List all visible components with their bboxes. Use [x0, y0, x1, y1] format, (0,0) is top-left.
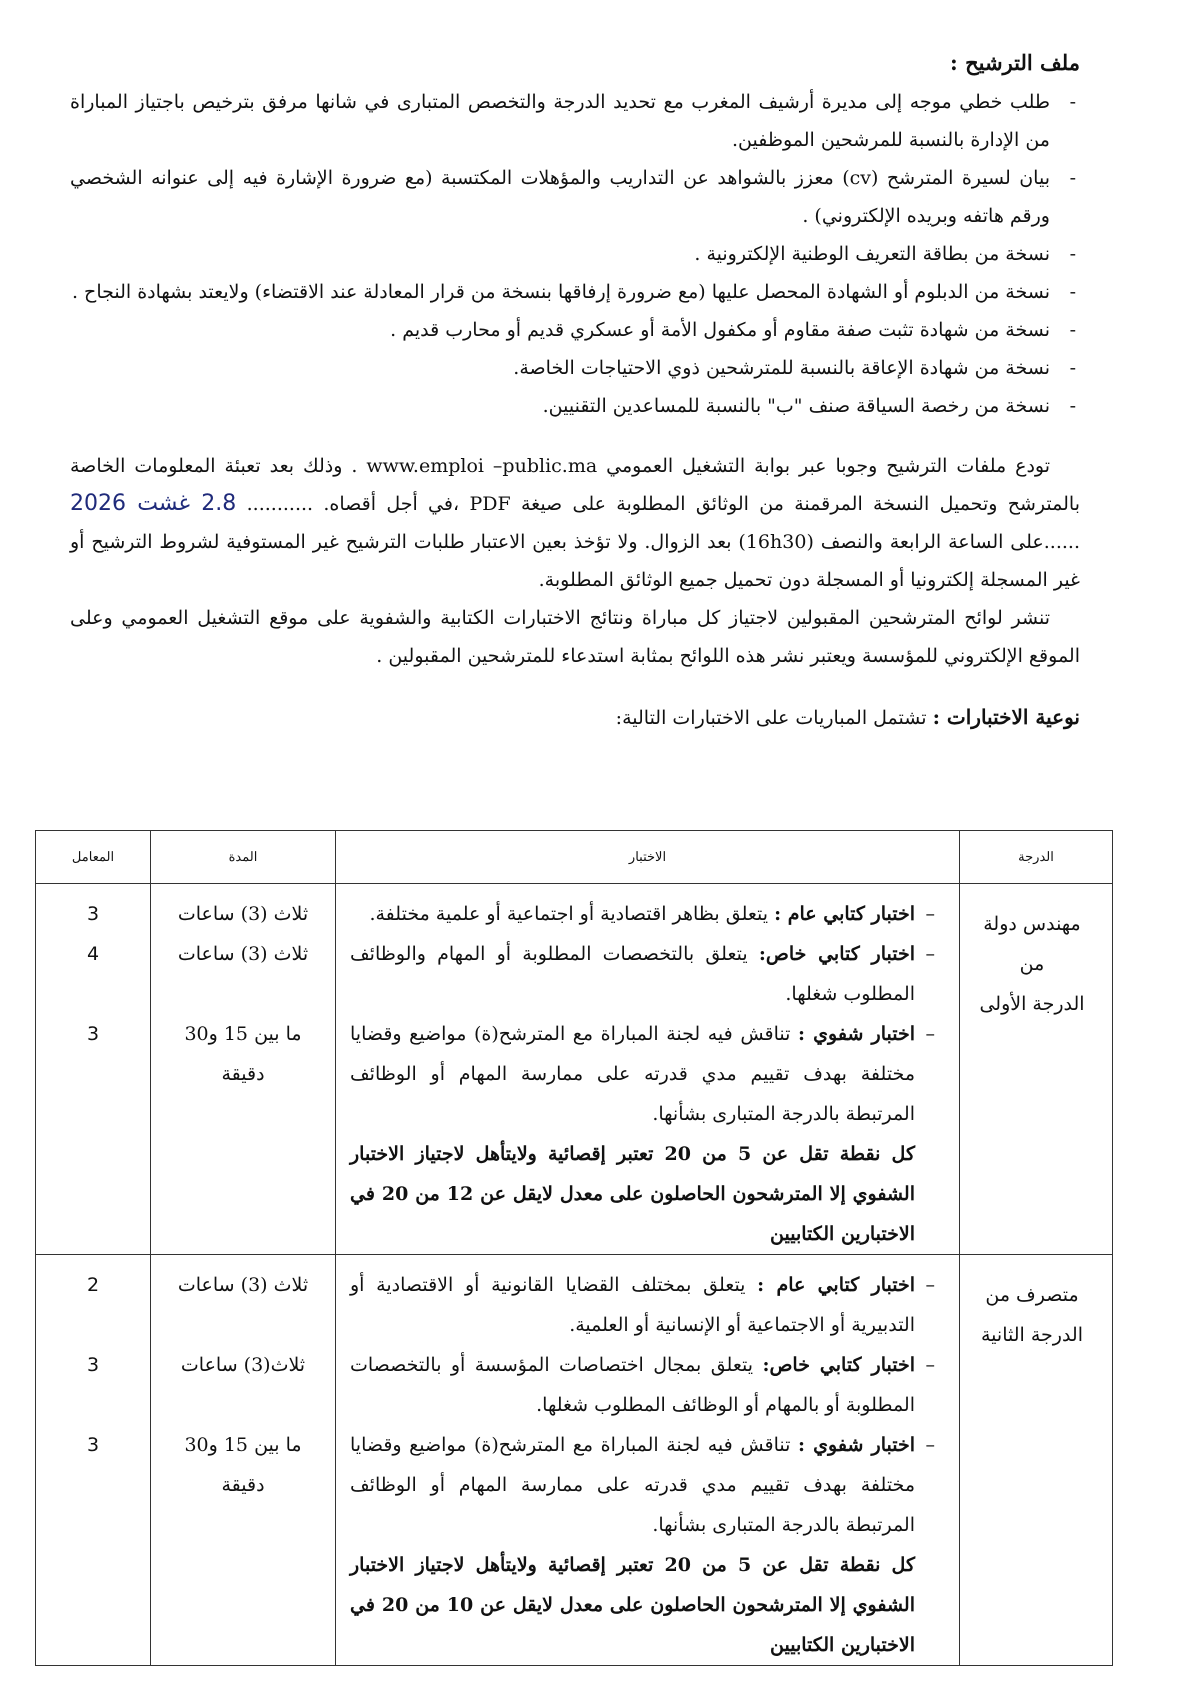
list-item: - بيان لسيرة المترشح (cv) معزز بالشواهد عن التداريب والمؤهلات المكتسبة (مع ضرورة الإشارة فيه إلى عنوانه الشخصي ورقم هاتفه وبريده الإلكتروني) .	[70, 159, 1080, 235]
oral-exam: – اختبار شفوي : تناقش فيه لجنة المباراة مع المترشح(ة) مواضيع وقضايا مختلفة بهدف تقييم مدي قدرته على ممارسة المهام أو الوظائف المرتبطة بالدرجة المتبارى بشأنها.	[350, 1023, 935, 1125]
handwritten-deadline: 2.8 غشت 2026	[70, 491, 237, 516]
general-exam: – اختبار كتابي عام : يتعلق بظاهر اقتصادية أو اجتماعية أو علمية مختلفة.	[369, 903, 935, 925]
duration-cell: ثلاث (3) ساعات ثلاث(3) ساعات ما بين 15 و30 دقيقة	[151, 1255, 336, 1666]
grade-cell: مهندس دولة من الدرجة الأولى	[960, 884, 1113, 1255]
list-item: - نسخة من الدبلوم أو الشهادة المحصل عليها (مع ضرورة إرفاقها بنسخة من قرار المعادلة عند الاقتضاء) ولايعتد بشهادة النجاح .	[70, 273, 1080, 311]
publication-paragraph: تنشر لوائح المترشحين المقبولين لاجتياز كل مباراة ونتائج الاختبارات الكتابية والشفوية على موقع التشغيل العمومي وعلى الموقع الإلكتروني للمؤسسة ويعتبر نشر هذه اللوائح بمثابة استدعاء للمترشحين المقبولين .	[70, 607, 1080, 667]
list-item: - نسخة من شهادة الإعاقة بالنسبة للمترشحين ذوي الاحتياجات الخاصة.	[70, 349, 1080, 387]
header-test: الاختبار	[336, 831, 960, 884]
test-cell	[336, 884, 960, 1255]
dossier-heading: ملف الترشيح :	[950, 50, 1080, 75]
header-duration: المدة	[151, 831, 336, 884]
duration-cell: ثلاث (3) ساعات ثلاث (3) ساعات ما بين 15 و30 دقيقة	[151, 884, 336, 1255]
coef-cell: 3 4 3	[36, 884, 151, 1255]
list-item: - نسخة من رخصة السياقة صنف "ب" بالنسبة للمساعدين التقنيين.	[70, 387, 1080, 425]
exam-types-text: تشتمل المباريات على الاختبارات التالية:	[615, 707, 927, 729]
submission-text-3: ......على الساعة الرابعة والنصف (16h30) بعد الزوال. ولا تؤخذ بعين الاعتبار طلبات الترشيح غير المستوفية لشروط الترشيح أو غير المسجلة إلكترونيا أو المسجلة دون تحميل جميع الوثائق المطلوبة.	[70, 531, 1080, 591]
special-exam: – اختبار كتابي خاص: يتعلق بالتخصصات المطلوبة أو المهام والوظائف المطلوب شغلها.	[350, 943, 935, 1005]
table-row	[36, 1255, 1113, 1666]
exams-table	[35, 830, 1113, 1666]
general-exam: – اختبار كتابي عام : يتعلق بمختلف القضايا القانونية أو الاقتصادية أو التدبيرية أو الاجتماعية أو الإنسانية أو العلمية.	[350, 1274, 935, 1336]
header-grade: الدرجة	[960, 831, 1113, 884]
portal-url: www.emploi –public.ma	[366, 455, 598, 477]
special-exam: – اختبار كتابي خاص: يتعلق بمجال اختصاصات المؤسسة أو بالتخصصات المطلوبة أو بالمهام أو الوظائف المطلوب شغلها.	[350, 1354, 935, 1416]
submission-text-1: تودع ملفات الترشيح وجوبا عبر بوابة التشغيل العمومي	[606, 455, 1051, 477]
list-item: - نسخة من شهادة تثبت صفة مقاوم أو مكفول الأمة أو عسكري قديم أو محارب قديم .	[70, 311, 1080, 349]
header-coef: المعامل	[36, 831, 151, 884]
required-documents-list	[70, 83, 1080, 425]
oral-exam: – اختبار شفوي : تناقش فيه لجنة المباراة مع المترشح(ة) مواضيع وقضايا مختلفة بهدف تقييم مدي قدرته على ممارسة المهام أو الوظائف المرتبطة بالدرجة المتبارى بشأنها.	[350, 1434, 935, 1536]
table-header-row	[36, 831, 1113, 884]
submission-paragraph	[70, 447, 1080, 599]
eliminatory-note: كل نقطة تقل عن 5 من 20 تعتبر إقصائية ولايتأهل لاجتياز الاختبار الشفوي إلا المترشحون الحاصلون على معدل لايقل عن 10 من 20 في الاختبارين الكتابيين	[350, 1554, 915, 1656]
list-item: - طلب خطي موجه إلى مديرة أرشيف المغرب مع تحديد الدرجة والتخصص المتبارى في شانها مرفق بترخيص باجتياز المباراة من الإدارة بالنسبة للمرشحين الموظفين.	[70, 83, 1080, 159]
exam-types-line	[70, 699, 1080, 736]
submission-text-2: . وذلك بعد تعبئة المعلومات الخاصة بالمترشح وتحميل النسخة المرقمنة من الوثائق المطلوبة على صيغة PDF ،في أجل أقصاه. ...........	[70, 455, 1080, 515]
eliminatory-note: كل نقطة تقل عن 5 من 20 تعتبر إقصائية ولايتأهل لاجتياز الاختبار الشفوي إلا المترشحون الحاصلون على معدل لايقل عن 12 من 20 في الاختبارين الكتابيين	[350, 1143, 915, 1245]
exam-types-label: نوعية الاختبارات :	[932, 705, 1080, 729]
table-row	[36, 884, 1113, 1255]
test-cell	[336, 1255, 960, 1666]
grade-cell: متصرف من الدرجة الثانية	[960, 1255, 1113, 1666]
list-item: - نسخة من بطاقة التعريف الوطنية الإلكترونية .	[70, 235, 1080, 273]
coef-cell: 2 3 3	[36, 1255, 151, 1666]
